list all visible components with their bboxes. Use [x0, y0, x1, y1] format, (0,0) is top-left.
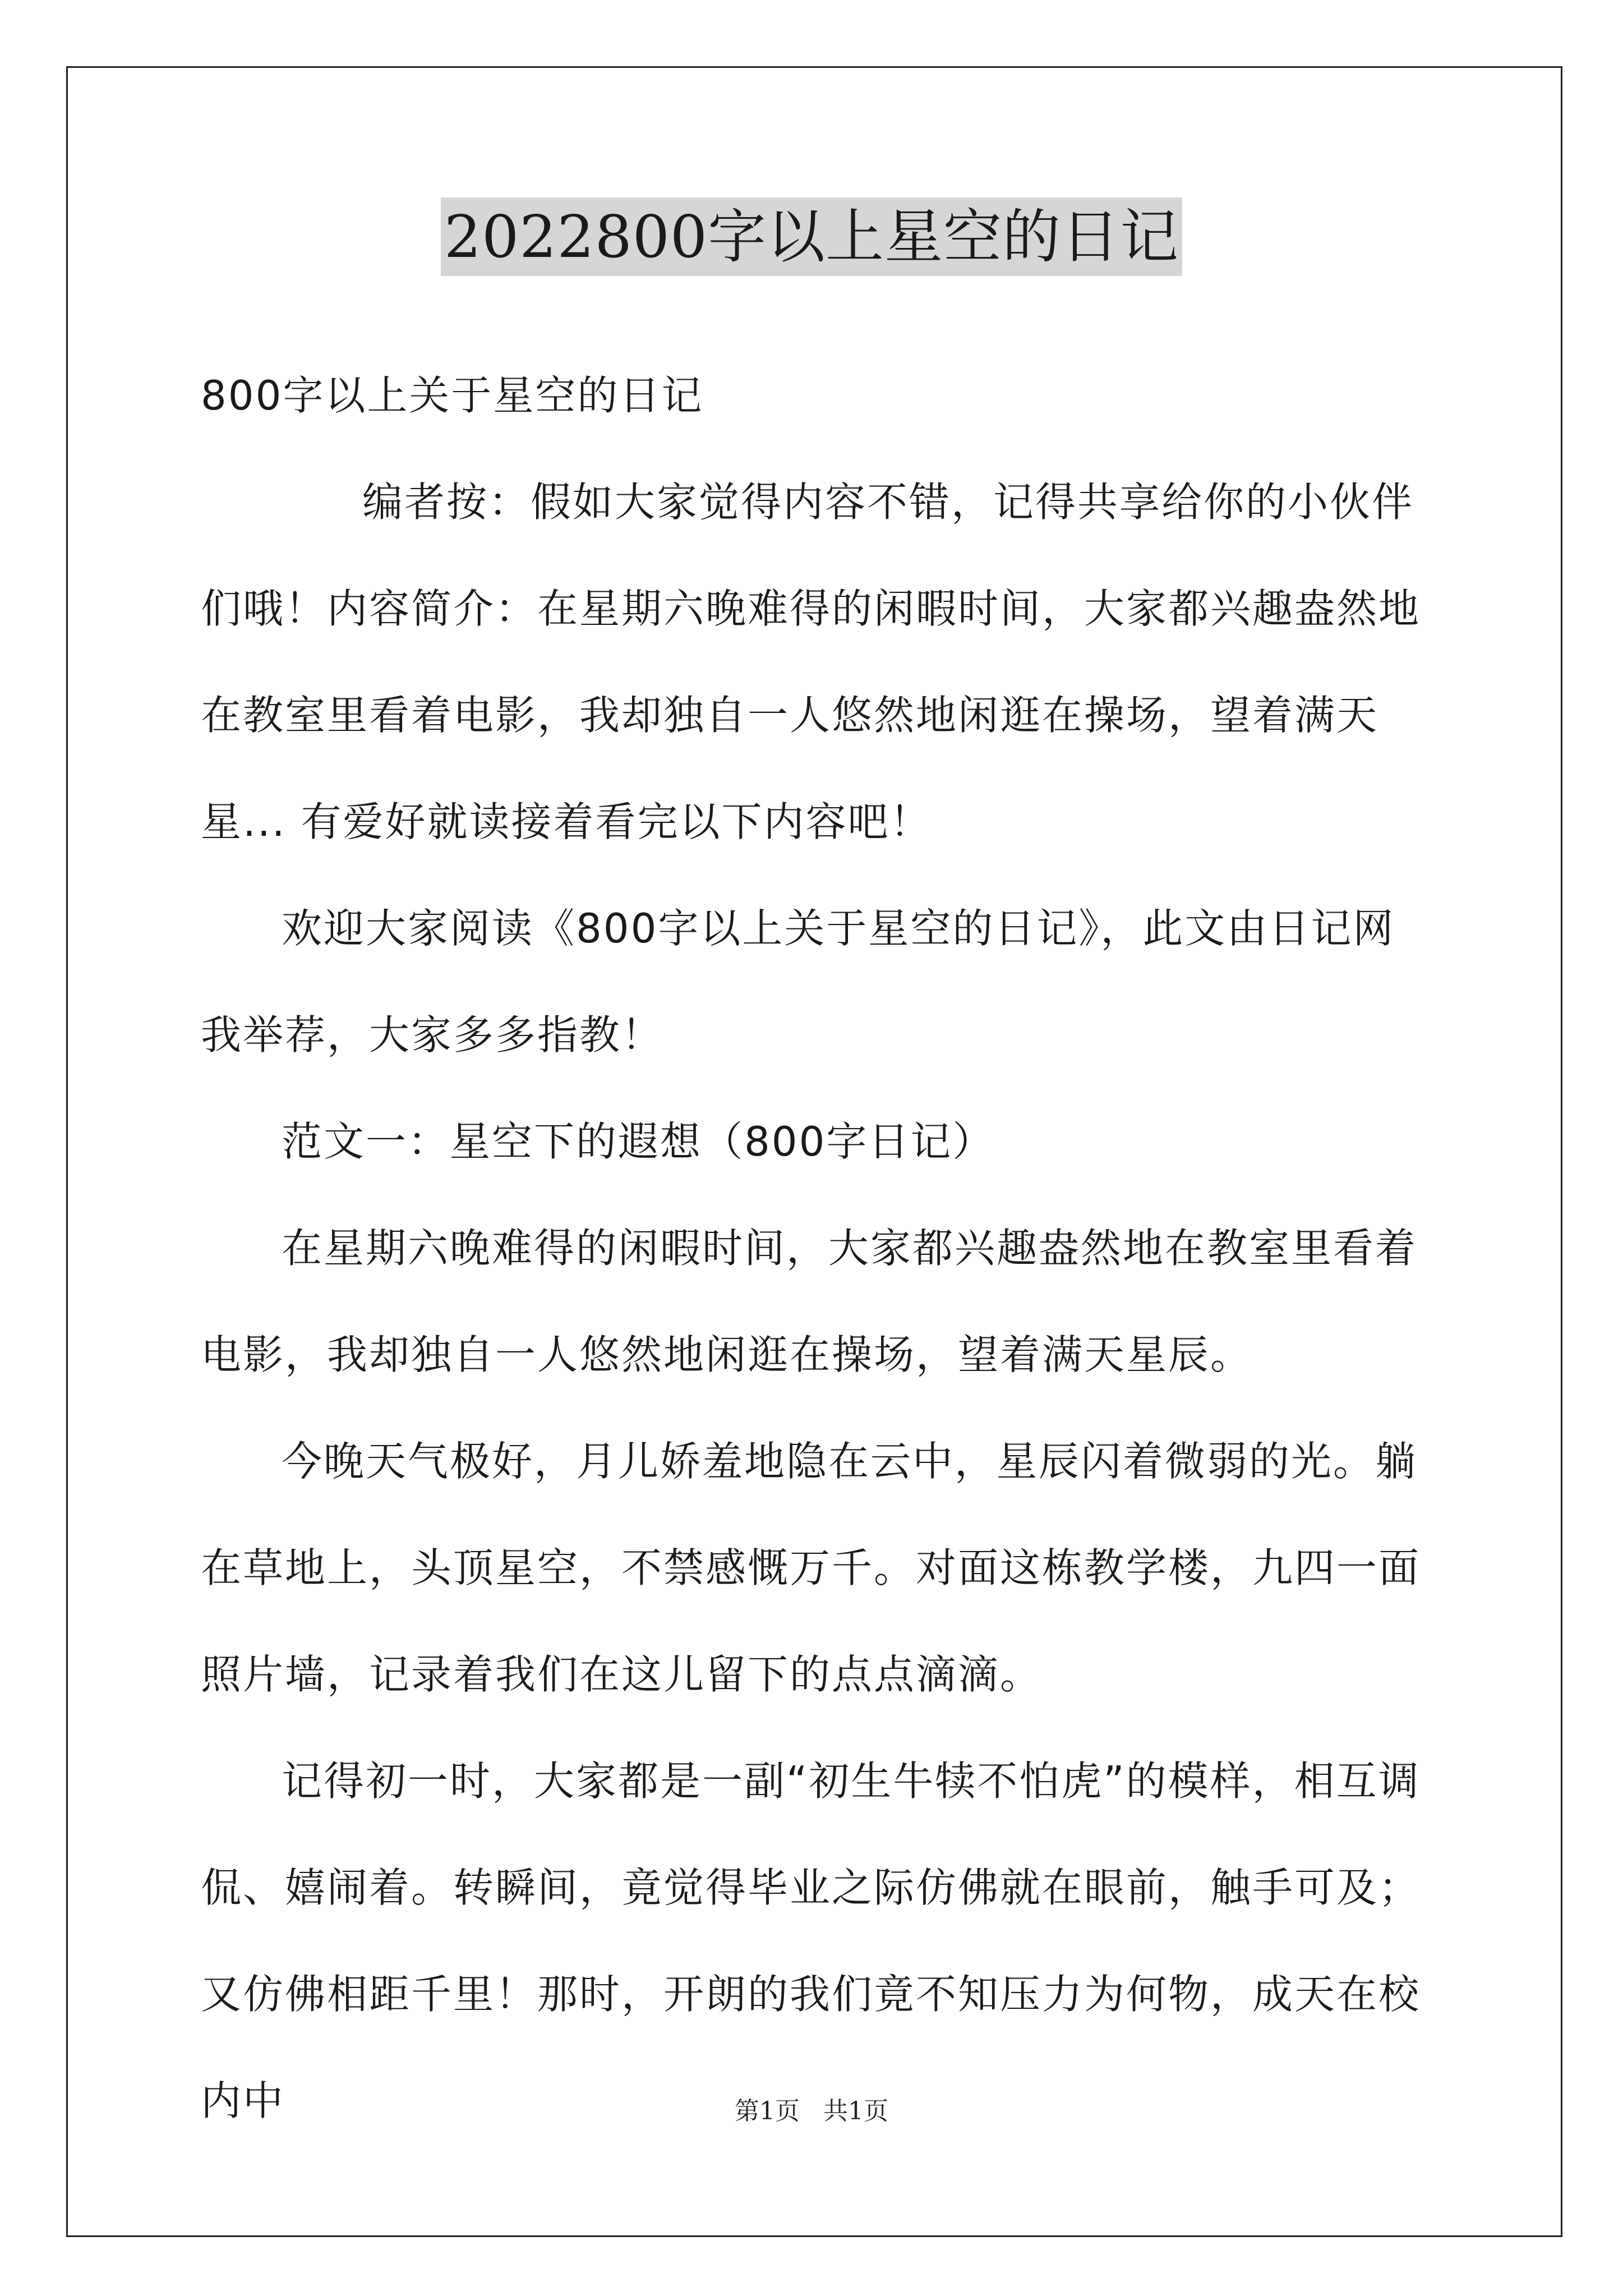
document-subtitle: 800字以上关于星空的日记 [201, 372, 704, 419]
title-container [0, 197, 1623, 276]
sample-heading: 范文一：星空下的遐想（800字日记） [282, 1118, 995, 1165]
document-body [201, 342, 1435, 2154]
editor-note-paragraph: 编者按：假如大家觉得内容不错，记得共享给你的小伙伴们哦！内容简介：在星期六晚难得的闲暇时间，大家都兴趣盎然地在教室里看着电影，我却独自一人悠然地闲逛在操场，望着满天星... 有爱好就读接着看完以下内容吧！ [201, 478, 1421, 845]
welcome-paragraph: 欢迎大家阅读《800字以上关于星空的日记》，此文由日记网我举荐，大家多多指教！ [201, 905, 1395, 1059]
document-title: 2022800字以上星空的日记 [441, 197, 1182, 276]
body-paragraph: 今晚天气极好，月儿娇羞地隐在云中，星辰闪着微弱的光。躺在草地上，头顶星空，不禁感慨万千。对面这栋教学楼，九四一面照片墙，记录着我们在这儿留下的点点滴滴。 [201, 1438, 1421, 1698]
page-footer: 第1页 共1页 [735, 2097, 888, 2125]
body-paragraph: 记得初一时，大家都是一副“初生牛犊不怕虎”的模样，相互调侃、嬉闹着。转瞬间，竟觉得毕业之际仿佛就在眼前，触手可及；又仿佛相距千里！那时，开朗的我们竟不知压力为何物，成天在校内中 [201, 1757, 1421, 2124]
body-paragraph: 在星期六晚难得的闲暇时间，大家都兴趣盎然地在教室里看着电影，我却独自一人悠然地闲逛在操场，望着满天星辰。 [201, 1225, 1418, 1378]
